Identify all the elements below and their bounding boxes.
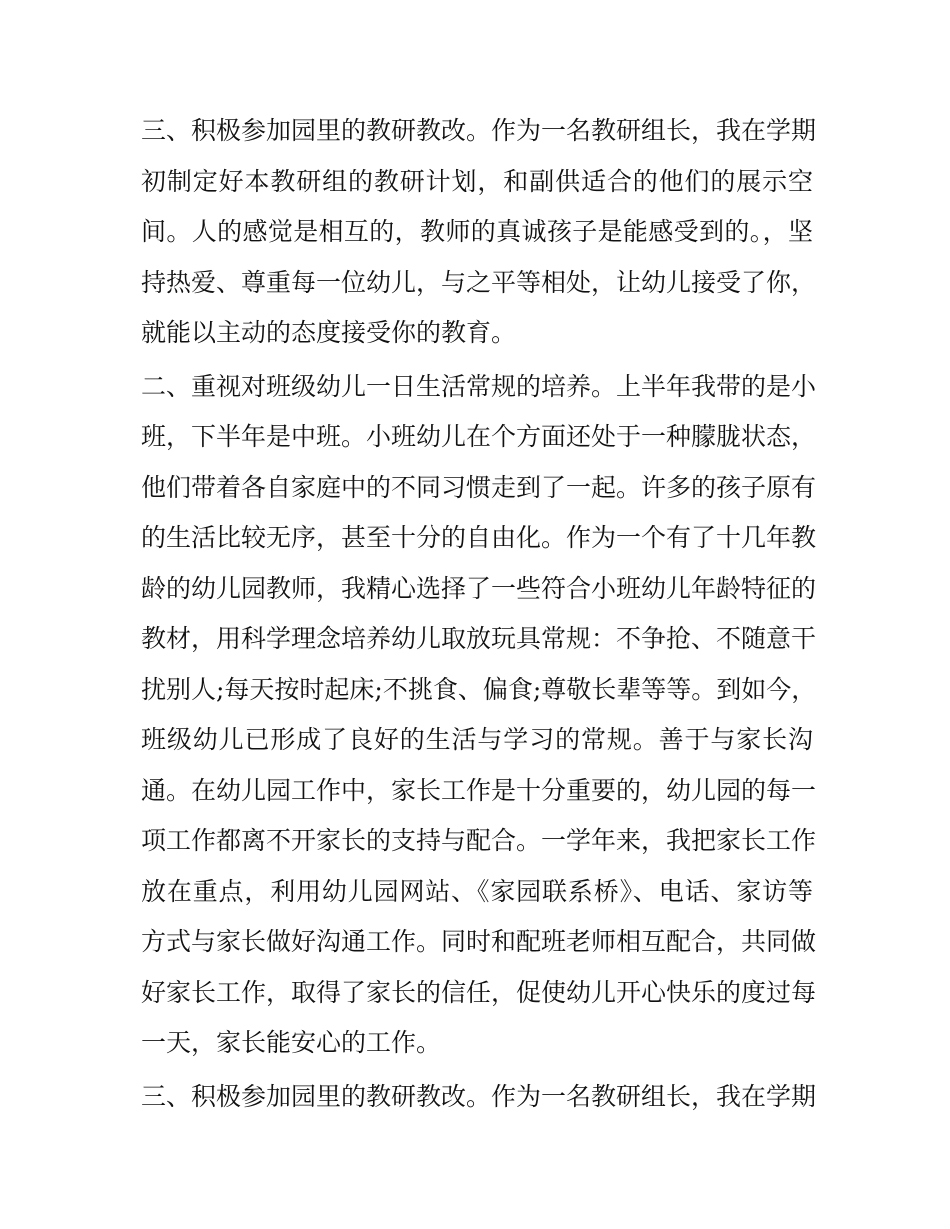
text-line: 好家长工作，取得了家长的信任，促使幼儿开心快乐的度过每	[141, 977, 817, 1007]
text-line: 间。人的感觉是相互的，教师的真诚孩子是能感受到的。，坚	[141, 217, 813, 246]
text-line: 三、积极参加园里的教研教改。作为一名教研组长，我在学期	[141, 116, 817, 145]
paragraph-3	[141, 1072, 817, 1123]
text-line: 教材，用科学理念培养幼儿取放玩具常规：不争抢、不随意干	[141, 624, 817, 653]
text-line: 初制定好本教研组的教研计划，和副供适合的他们的展示空	[141, 166, 813, 196]
text-line: 的生活比较无序，甚至十分的自由化。作为一个有了十几年教	[141, 523, 817, 552]
text-line: 扰别人;每天按时起床;不挑食、偏食;尊敬长辈等等。到如今，	[141, 674, 817, 704]
text-line: 班，下半年是中班。小班幼儿在个方面还处于一种朦胧状态，	[141, 422, 817, 451]
text-line: 就能以主动的态度接受你的教育。	[141, 318, 517, 347]
paragraph-2	[141, 362, 817, 1069]
text-line: 二、重视对班级幼儿一日生活常规的培养。上半年我带的是小	[141, 371, 817, 401]
text-line: 他们带着各自家庭中的不同习惯走到了一起。许多的孩子原有	[141, 472, 817, 502]
text-line: 方式与家长做好沟通工作。同时和配班老师相互配合，共同做	[141, 927, 817, 956]
text-line: 班级幼儿已形成了良好的生活与学习的常规。善于与家长沟	[141, 725, 813, 754]
text-line: 通。在幼儿园工作中，家长工作是十分重要的，幼儿园的每一	[141, 775, 817, 805]
text-line: 项工作都离不开家长的支持与配合。一学年来，我把家长工作	[141, 826, 817, 855]
text-line: 放在重点，利用幼儿园网站、《家园联系桥》、电话、家访等	[141, 876, 813, 906]
text-line: 一天，家长能安心的工作。	[141, 1028, 442, 1057]
text-line: 龄的幼儿园教师，我精心选择了一些符合小班幼儿年龄特征的	[141, 573, 817, 603]
document-body	[141, 106, 817, 1122]
paragraph-1	[141, 106, 817, 359]
text-line: 持热爱、尊重每一位幼儿，与之平等相处，让幼儿接受了你，	[141, 267, 817, 297]
text-line: 三、积极参加园里的教研教改。作为一名教研组长，我在学期	[141, 1081, 817, 1111]
